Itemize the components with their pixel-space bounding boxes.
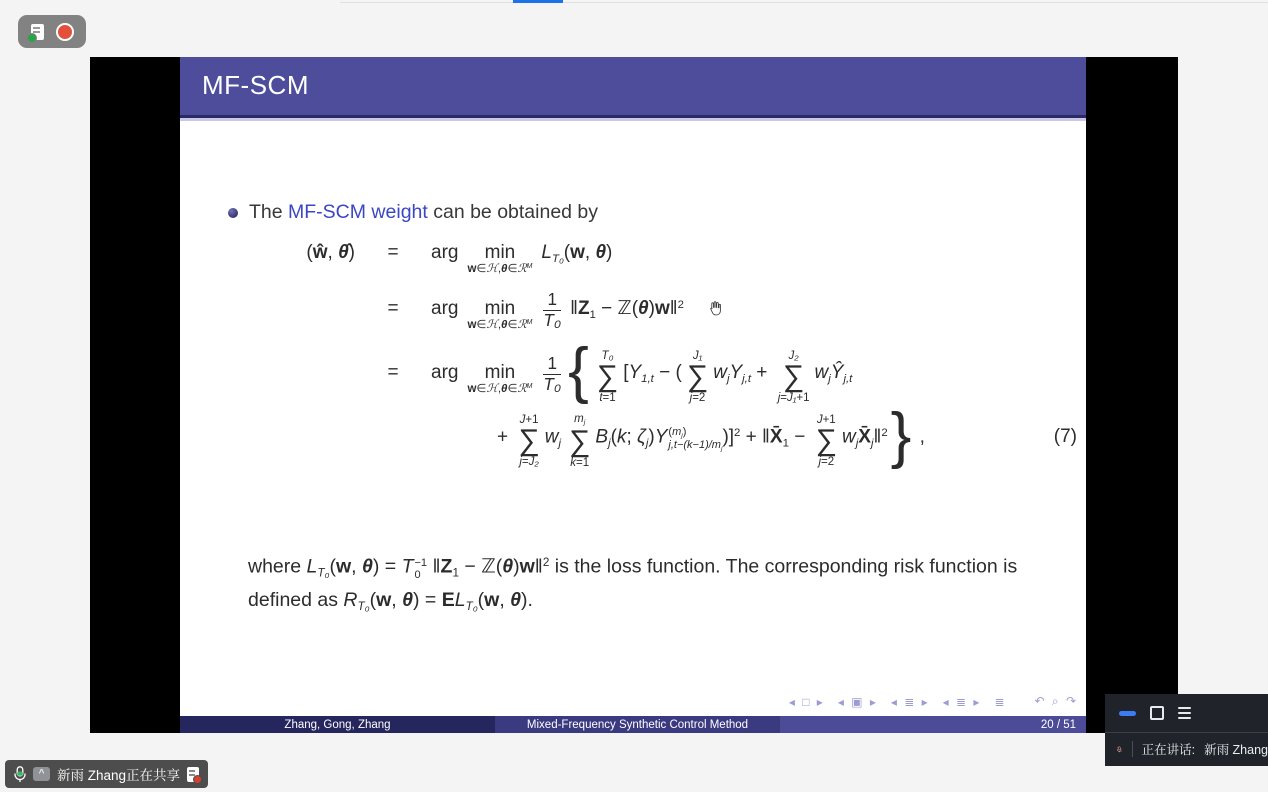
math-s: , <box>584 242 596 264</box>
footer-authors: Zhang, Gong, Zhang <box>284 718 391 731</box>
minimize-button[interactable] <box>1119 711 1136 716</box>
math-sub: j <box>720 445 723 453</box>
math-sum: T₀ ∑ t=1 <box>596 349 619 405</box>
math-s: =1 <box>576 457 590 470</box>
active-tab-indicator <box>513 0 563 3</box>
math-sub: j <box>583 419 586 427</box>
math-b: Z <box>440 555 453 578</box>
equation-row <box>285 336 1077 406</box>
math-s: − ℤ( <box>595 298 639 320</box>
participants-list-button[interactable] <box>1178 707 1191 720</box>
math-s: arg <box>431 362 459 384</box>
math-s: ( <box>329 555 336 578</box>
math-i: ℋ <box>486 383 498 396</box>
shared-doc-icon[interactable] <box>31 24 44 40</box>
math-b: w <box>467 383 477 396</box>
math-i: T₀ <box>543 310 562 330</box>
math-sum: $m_j$ ∑ k=1 <box>569 413 591 470</box>
math-b: Z <box>577 298 590 320</box>
equation-number: (7) <box>1053 426 1077 448</box>
math-i: m <box>574 413 584 426</box>
math-sub: T₀ <box>552 253 564 265</box>
math-bi: θ <box>402 589 413 612</box>
math-i: j,t−(k−1)/m <box>668 439 721 452</box>
math-b: w <box>570 242 585 264</box>
math-s: , <box>497 262 502 275</box>
footer-title-segment <box>495 716 780 733</box>
math-under: min w∈ℋ,θ∈ℛ$^M$ <box>467 242 533 275</box>
math-s: ∈ <box>507 383 518 396</box>
window-top-divider <box>340 2 1268 3</box>
math-i: L <box>541 242 552 264</box>
math-i: j <box>818 456 821 469</box>
math-s: + <box>751 362 773 384</box>
math-b: w <box>467 319 477 332</box>
math-frac <box>543 354 561 394</box>
math-s: arg <box>431 298 459 320</box>
math-i: J₂ <box>528 456 539 469</box>
math-s: ) <box>682 425 687 438</box>
math-sup: M <box>526 319 533 327</box>
panel-window-controls <box>1105 694 1268 733</box>
math-s: − ( <box>653 362 682 384</box>
equals-sign: = <box>387 242 399 264</box>
math-s: = <box>521 456 529 469</box>
math-b: w <box>519 555 535 578</box>
math-under: min w∈ℋ,θ∈ℛ$^M$ <box>467 298 533 332</box>
speaking-label: 正在讲话: <box>1141 743 1196 757</box>
math-s: ‖ <box>669 298 678 320</box>
presentation-slide <box>180 57 1086 733</box>
math-bi: θ̂ <box>338 242 349 264</box>
math-b: X̄ <box>769 426 783 448</box>
math-s: ∈ <box>476 319 487 332</box>
math-sum: J₂ ∑ j=J₁+1 <box>777 349 810 405</box>
math-i: Y <box>628 362 642 384</box>
math-s: , <box>497 383 502 396</box>
math-supn: 2 <box>881 427 888 440</box>
math-i: Y <box>654 426 668 448</box>
math-i: w <box>713 362 727 384</box>
math-bi: θ <box>501 383 508 396</box>
math-s: , <box>497 319 502 332</box>
math-under: min w∈ℋ,θ∈ℛ$^M$ <box>467 362 533 396</box>
math-s: ) = <box>372 555 402 578</box>
math-s: ( <box>306 242 313 264</box>
nav-frame-controls[interactable]: ◂ ▣ ▸ <box>837 694 878 709</box>
math-i: j <box>689 392 693 405</box>
math-s: ‖ <box>873 426 882 448</box>
camera-off-icon: ^ <box>33 767 50 781</box>
footer-page-segment <box>780 716 1086 733</box>
math-i: k <box>616 426 627 448</box>
math-ss <box>668 426 722 454</box>
math-i: Ŷ <box>830 362 844 384</box>
math-s: ∈ <box>476 383 487 396</box>
math-big: { <box>568 336 589 406</box>
math-b: w <box>335 555 352 578</box>
math-i: R <box>343 589 358 612</box>
math-s: + ‖ <box>740 426 770 448</box>
math-sub: j,t <box>843 373 853 386</box>
math-i: ℋ <box>486 319 498 332</box>
shared-doc-alert-icon <box>187 767 199 782</box>
math-s: where <box>248 555 307 578</box>
math-s: + <box>497 426 514 448</box>
hand-cursor <box>707 300 723 318</box>
bullet-text <box>249 201 598 224</box>
math-b: w <box>484 589 500 612</box>
math-i: ζ <box>637 426 646 448</box>
math-s: +1 <box>525 413 539 426</box>
math-s: 0 <box>414 569 421 582</box>
panel-divider <box>1132 741 1133 757</box>
math-bi: θ <box>501 262 508 275</box>
math-s: ) <box>513 555 520 578</box>
math-s: , <box>327 242 339 264</box>
math-s: =2 <box>821 456 835 469</box>
footer-short-title: Mixed-Frequency Synthetic Control Method <box>526 718 749 731</box>
math-bi: θ <box>638 298 649 320</box>
math-supn: 2 <box>734 427 741 440</box>
equation-row <box>285 289 1077 332</box>
math-b: X̄ <box>858 426 871 448</box>
math-i: Y <box>729 362 743 384</box>
bullet-highlight: MF-SCM weight <box>288 201 428 223</box>
math-s: ). <box>521 589 533 612</box>
math-s: ( <box>668 425 673 438</box>
screen-share-area <box>90 57 1178 733</box>
meeting-quick-toolbar[interactable] <box>18 15 86 48</box>
math-s: ∈ <box>507 262 518 275</box>
math-s: ( <box>369 589 377 612</box>
math-s: =2 <box>692 392 706 405</box>
math-supn: 2 <box>542 556 550 569</box>
math-s: ( <box>610 426 617 448</box>
math-b: E <box>441 589 455 612</box>
math-s: ) <box>348 242 355 264</box>
math-subn: 1 <box>589 309 596 322</box>
nav-slide-controls[interactable]: ◂ □ ▸ <box>788 694 825 709</box>
math-s: )] <box>722 426 735 448</box>
math-s: ‖ <box>534 555 543 578</box>
bullet-pre: The <box>249 201 289 223</box>
math-i: t <box>599 392 603 405</box>
math-b: w <box>376 589 392 612</box>
math-sub: j <box>558 437 562 450</box>
math-sub: j <box>870 437 874 450</box>
where-paragraph <box>248 549 1062 621</box>
nav-presentation-icon[interactable]: ≣ <box>994 694 1007 709</box>
footer-authors-segment <box>180 716 495 733</box>
math-sup: M <box>526 263 533 271</box>
math-b: w <box>654 298 670 320</box>
math-i: w <box>841 426 856 448</box>
equation-row <box>285 237 1077 275</box>
speaker-name: 新雨 Zhang <box>1204 743 1268 757</box>
meeting-floating-panel <box>1105 694 1268 766</box>
math-i: ℛ <box>517 319 527 332</box>
math-s: +1 <box>822 413 836 426</box>
math-sub: j <box>645 437 649 450</box>
footer-page-number: 20 / 51 <box>1040 718 1076 731</box>
math-bi: θ <box>361 555 373 578</box>
bullet-line <box>228 201 598 224</box>
math-i: J₁ <box>692 349 703 362</box>
slide-title: MF-SCM <box>202 70 309 100</box>
beamer-nav-bar <box>776 694 1078 709</box>
math-supn: 2 <box>677 298 684 311</box>
math-s: −1 <box>414 556 428 569</box>
math-s: 1 <box>547 290 557 309</box>
math-sub: j,t <box>742 373 752 386</box>
math-bi: θ <box>510 589 522 612</box>
panel-speaker-row <box>1105 733 1268 765</box>
math-i: L <box>454 589 466 612</box>
math-bi: θ <box>595 242 607 264</box>
equals-sign: = <box>387 362 399 384</box>
math-sum: J+1 ∑ j=2 <box>815 413 837 469</box>
math-s: ( <box>477 589 485 612</box>
math-bi: θ <box>502 555 514 578</box>
restore-window-button[interactable] <box>1150 706 1164 720</box>
math-sub: T₀ <box>465 600 478 614</box>
math-s: ∈ <box>507 319 518 332</box>
math-sub: j <box>828 373 831 386</box>
math-s: = <box>780 392 787 405</box>
math-s: ) = <box>412 589 442 612</box>
record-icon[interactable] <box>56 23 74 41</box>
math-i: J <box>519 413 526 426</box>
math-s: ( <box>563 242 571 264</box>
math-sub: 1,t <box>641 373 654 386</box>
math-s: − <box>788 426 811 448</box>
math-sup: M <box>526 383 533 391</box>
math-s: , <box>351 555 362 578</box>
math-i: T₀ <box>543 374 562 394</box>
math-sum: J+1 ∑ j=J₂ <box>518 413 540 469</box>
math-frac <box>543 290 561 330</box>
math-s: [ <box>623 362 629 384</box>
math-sub: T₀ <box>317 566 330 580</box>
math-s: +1 <box>796 392 810 405</box>
math-sub: j <box>608 437 611 450</box>
math-subn: 1 <box>782 437 789 450</box>
nav-section-controls[interactable]: ◂ ≣ ▸ <box>942 694 982 709</box>
math-sub: j <box>726 373 730 386</box>
math-i: ℛ <box>517 262 527 275</box>
nav-history-search-controls[interactable]: ↶ ⌕ ↷ <box>1034 694 1078 708</box>
math-i: j <box>519 456 522 469</box>
math-i: B <box>595 426 609 448</box>
math-i: w <box>814 362 829 384</box>
math-i: J₂ <box>788 349 799 362</box>
math-s: ; <box>626 426 638 448</box>
math-big: } <box>890 400 912 470</box>
nav-subsection-controls[interactable]: ◂ ≣ ▸ <box>890 694 930 709</box>
math-s: 1 <box>547 354 557 374</box>
math-i: T₀ <box>601 349 614 362</box>
microphone-muted-icon[interactable] <box>1116 741 1123 758</box>
math-i: ℋ <box>486 262 498 275</box>
math-s: , <box>391 589 403 612</box>
bullet-icon <box>228 208 238 218</box>
math-s: ‖ <box>427 555 441 578</box>
math-s: , <box>499 589 511 612</box>
bullet-post: can be obtained by <box>427 201 599 223</box>
sharing-banner-text: 新雨 Zhang正在共享 <box>57 768 181 783</box>
math-i: m <box>672 425 682 438</box>
math-b: w <box>467 262 477 275</box>
equation-block <box>285 237 1077 470</box>
slide-footer <box>180 716 1086 733</box>
math-sub: j <box>681 431 683 439</box>
math-sub: T₀ <box>357 600 370 614</box>
math-i: ℛ <box>517 383 527 396</box>
math-s: ) <box>648 426 655 448</box>
math-s: ∈ <box>476 262 487 275</box>
math-s: − ℤ( <box>458 555 503 578</box>
math-s: ) <box>648 298 655 320</box>
math-i: T <box>401 555 414 578</box>
equation-row <box>285 400 1077 470</box>
math-s: ‖ <box>570 298 578 320</box>
math-sum: J₁ ∑ j=2 <box>686 349 709 405</box>
math-i: J <box>816 413 823 426</box>
math-s: arg <box>431 242 459 264</box>
slide-title-bar <box>180 57 1086 118</box>
math-i: k <box>570 457 577 470</box>
equals-sign: = <box>387 298 399 320</box>
math-b: ŵ <box>312 242 328 264</box>
math-i: w <box>544 426 559 448</box>
sharing-banner <box>5 760 208 788</box>
math-subn: 1 <box>452 566 459 580</box>
math-s: , <box>914 426 925 448</box>
math-s: ) <box>606 242 613 264</box>
microphone-icon <box>14 766 26 783</box>
math-s: =1 <box>602 392 616 405</box>
math-i: j <box>777 392 781 405</box>
math-ss <box>415 557 428 582</box>
math-bi: θ <box>501 319 508 332</box>
doc-status-badge <box>27 33 37 43</box>
math-sub: j <box>855 437 859 450</box>
math-s: is the loss function. The corresponding risk function is defined as <box>248 555 1018 612</box>
math-i: J₁ <box>786 392 797 405</box>
math-i: L <box>306 555 318 578</box>
title-bar-underline <box>180 118 1086 121</box>
